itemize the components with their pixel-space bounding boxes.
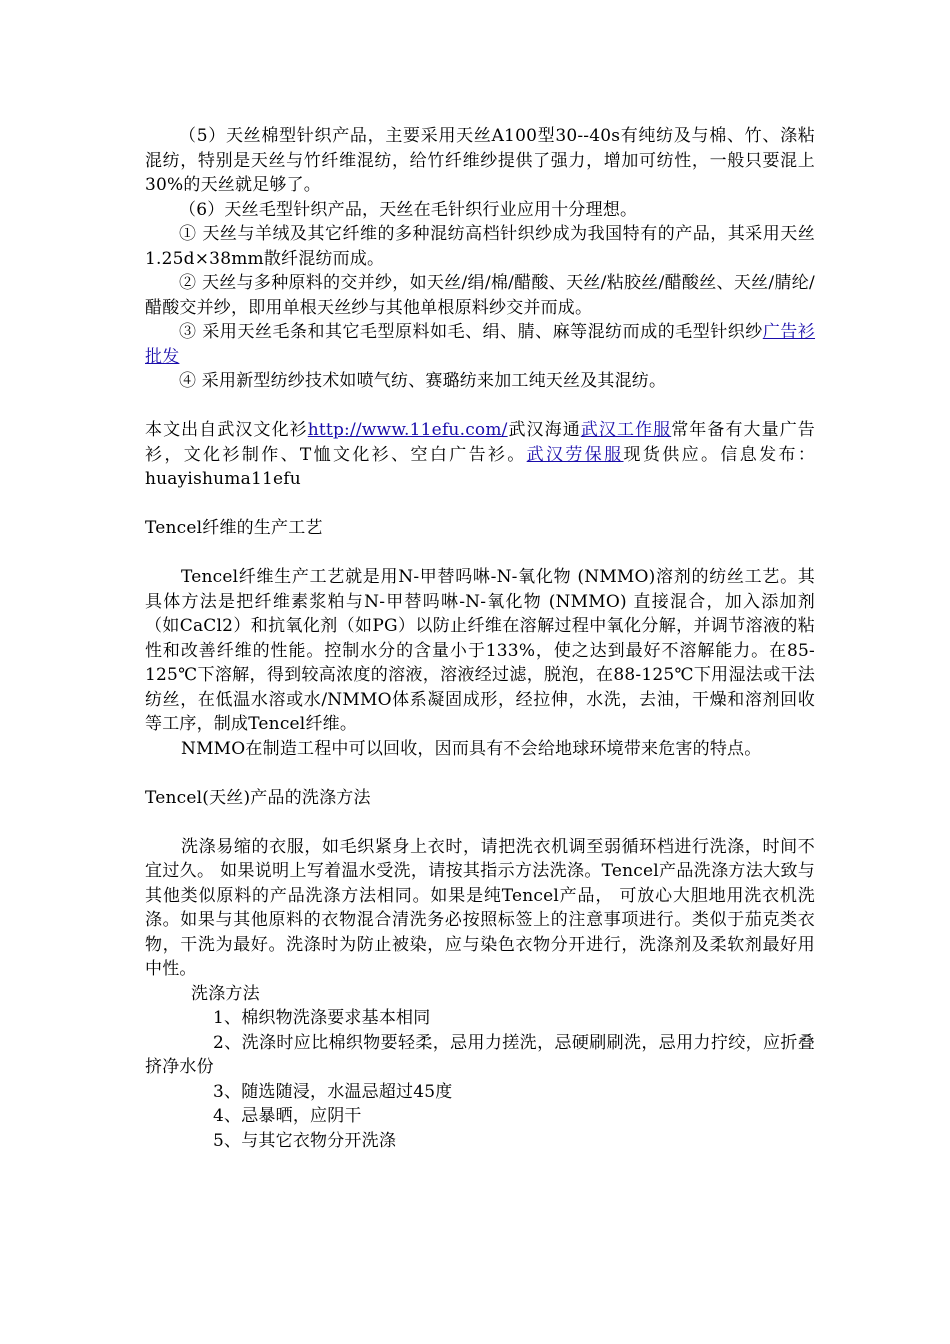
washing-heading: Tencel(天丝)产品的洗涤方法 xyxy=(145,787,371,808)
washing-list-item: 3、随选随浸，水温忌超过45度 xyxy=(213,1081,453,1102)
washing-list-item: 4、忌暴晒，应阴干 xyxy=(213,1106,362,1126)
spacer xyxy=(145,492,815,517)
paragraph-item-2: ② 天丝与多种原料的交并纱，如天丝/绢/棉/醋酸、天丝/粘胶丝/醋酸丝、天丝/腈纶/醋酸交并纱，即用单根天丝纱与其他单根原料纱交并而成。 xyxy=(145,273,815,318)
washing-list-item: 5、与其它衣物分开洗涤 xyxy=(213,1130,397,1151)
paragraph-item-3-text: ③ 采用天丝毛条和其它毛型原料如毛、绢、腈、麻等混纺而成的毛型针织纱 xyxy=(179,322,763,342)
paragraph-cotton-knit: （5）天丝棉型针织产品，主要采用天丝A100型30--40s有纯纺及与棉、竹、涤粘混纺，特别是天丝与竹纤维混纺，给竹纤维纱提供了强力，增加可纺性，一般只要混上30%的天丝就足够了。 xyxy=(145,126,815,195)
source-text-4: 现货供应。信息发布：huayishuma11efu xyxy=(145,444,816,489)
ad-shirt-wholesale-link[interactable]: 广告衫批发 xyxy=(145,322,816,367)
work-clothes-link[interactable]: 武汉工作服 xyxy=(580,420,672,440)
source-url-link[interactable]: http://www.11efu.com/ xyxy=(307,420,508,440)
spacer xyxy=(145,810,815,835)
paragraph-wool-knit: （6）天丝毛型针织产品，天丝在毛针织行业应用十分理想。 xyxy=(179,199,638,220)
spacer xyxy=(145,761,815,786)
nmmo-paragraph: NMMO在制造工程中可以回收，因而具有不会给地球环境带来危害的特点。 xyxy=(181,738,762,759)
document-page xyxy=(145,124,815,1153)
washing-paragraph: 洗涤易缩的衣服，如毛织紧身上衣时，请把洗衣机调至弱循环档进行洗涤，时间不宜过久。 如果说明上写着温水受洗，请按其指示方法洗涤。Tencel产品洗涤方法大致与其他类似原料的产品洗涤方法相同。如果是纯Tencel产品， 可放心大胆地用洗衣机洗涤。如果与其他原料的衣物混合清洗务必按照标签上的注意事项进行。类似于茄克类衣物，干洗为最好。洗涤时为防止被染，应与染色衣物分开进行，洗涤剂及柔软剂最好用中性。 xyxy=(145,836,815,979)
source-text-2: 武汉海通 xyxy=(507,420,581,440)
paragraph-item-1: ① 天丝与羊绒及其它纤维的多种混纺高档针织纱成为我国特有的产品，其采用天丝1.25d×38mm散纤混纺而成。 xyxy=(145,224,815,269)
paragraph-item-3 xyxy=(145,320,815,369)
source-text-3: 常年备有大量广告衫，文化衫制作、T恤文化衫、空白广告衫。 xyxy=(145,420,815,465)
source-text-1: 本文出自武汉文化衫 xyxy=(145,420,308,440)
washing-list-item: 1、棉织物洗涤要求基本相同 xyxy=(213,1008,431,1028)
source-paragraph xyxy=(145,418,815,492)
production-heading: Tencel纤维的生产工艺 xyxy=(145,518,323,538)
washing-list-item: 2、洗涤时应比棉织物要轻柔，忌用力搓洗，忌硬刷刷洗，忌用力拧绞，应折叠挤净水份 xyxy=(145,1032,815,1077)
spacer xyxy=(145,394,815,419)
labor-clothes-link[interactable]: 武汉劳保服 xyxy=(526,444,624,465)
production-paragraph: Tencel纤维生产工艺就是用N-甲替吗啉-N-氧化物 (NMMO)溶剂的纺丝工艺。其具体方法是把纤维素浆粕与N-甲替吗啉-N-氧化物 (NMMO) 直接混合，加入添加剂（如CaCl2）和抗氧化剂（如PG）以防止纤维在溶解过程中氧化分解，并调节溶液的粘性和改善纤维的性能。控制水分的含量小于133%，使之达到最好不溶解能力。在85-125℃下溶解，得到较高浓度的溶液，溶液经过滤，脱泡，在88-125℃下用湿法或干法纺丝，在低温水溶或水/NMMO体系凝固成形，经拉伸，水洗，去油，干燥和溶剂回收等工序，制成Tencel纤维。 xyxy=(145,567,815,734)
washing-method-title: 洗涤方法 xyxy=(191,983,260,1004)
spacer xyxy=(145,541,815,566)
paragraph-item-4: ④ 采用新型纺纱技术如喷气纺、赛璐纺来加工纯天丝及其混纺。 xyxy=(179,371,667,391)
